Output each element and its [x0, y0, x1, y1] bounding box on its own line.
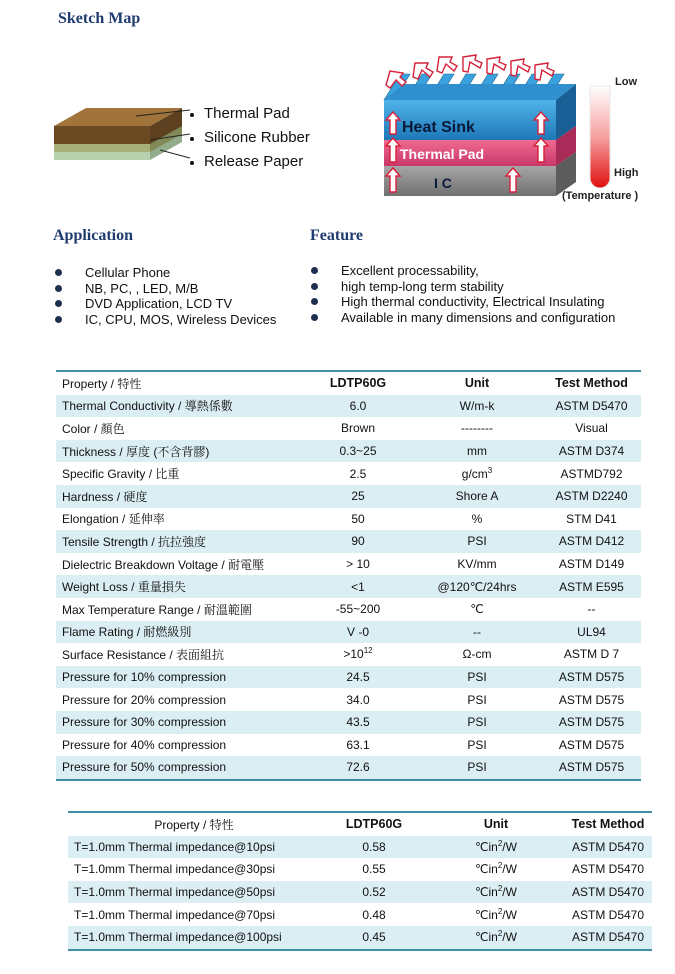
unit-cell-text: ℃in [475, 839, 498, 854]
test-method-cell-text: ASTM D575 [558, 737, 625, 752]
property-cell [56, 621, 304, 644]
unit-cell-text: PSI [467, 760, 487, 775]
value-cell [320, 836, 428, 859]
value-cell-text: 50 [351, 511, 365, 526]
property-cell [56, 395, 304, 418]
test-method-cell-text: ASTM D2240 [555, 489, 628, 504]
layer-label-release-paper: Release Paper [190, 150, 310, 174]
table-row [56, 711, 641, 734]
table-row [68, 903, 652, 926]
unit-cell [412, 621, 542, 644]
value-cell [320, 926, 428, 950]
property-cell-text: Pressure for 20% compression [62, 692, 227, 707]
unit-cell-text: ℃in [475, 885, 498, 900]
table-row [56, 643, 641, 666]
property-cell-text: Tensile Strength / 抗拉強度 [62, 534, 207, 549]
property-cell [56, 530, 304, 553]
property-cell [56, 485, 304, 508]
table-row [56, 621, 641, 644]
property-cell [56, 417, 304, 440]
unit-cell [412, 688, 542, 711]
test-method-cell [542, 711, 641, 734]
test-method-cell-text: ASTM D5470 [571, 862, 645, 877]
test-method-cell [542, 621, 641, 644]
table-row [56, 575, 641, 598]
value-cell [304, 734, 412, 757]
unit-cell-suffix: /W [502, 907, 517, 922]
property-cell-text: Specific Gravity / 比重 [62, 467, 180, 482]
application-list [53, 265, 276, 327]
test-method-cell-text: ASTM D575 [558, 760, 625, 775]
table-row [56, 688, 641, 711]
value-cell-text: 0.58 [362, 839, 386, 854]
property-cell-text: Flame Rating / 耐燃級別 [62, 625, 192, 640]
property-cell-text: Color / 顏色 [62, 421, 125, 436]
feature-item: Available in many dimensions and configuration [309, 310, 615, 326]
value-cell-text: Brown [340, 421, 375, 436]
table-row [56, 508, 641, 531]
property-cell [68, 858, 320, 881]
test-method-cell [564, 881, 652, 904]
test-method-cell-text: UL94 [577, 624, 606, 639]
property-cell [56, 575, 304, 598]
temperature-high-label: High [614, 167, 639, 179]
property-cell-text: Hardness / 硬度 [62, 489, 148, 504]
value-cell [304, 508, 412, 531]
impedance-table-header [68, 812, 652, 836]
value-cell-text: 90 [351, 534, 365, 549]
unit-cell-text: @120℃/24hrs [437, 579, 517, 594]
table-row [68, 926, 652, 950]
unit-cell [412, 711, 542, 734]
unit-cell-text: mm [467, 444, 487, 459]
value-cell [304, 688, 412, 711]
property-cell-text: Thermal Conductivity / 導熱係數 [62, 399, 233, 414]
property-cell [56, 711, 304, 734]
unit-cell [428, 881, 564, 904]
feature-item: high temp-long term stability [309, 279, 615, 295]
property-cell [56, 666, 304, 689]
table-row [68, 858, 652, 881]
unit-cell-text: W/m-k [459, 398, 495, 413]
header-product: LDTP60G [304, 371, 412, 395]
temperature-scale-label: (Temperature ) [562, 190, 639, 202]
spec-table-header [56, 371, 641, 395]
header-unit: Unit [412, 371, 542, 395]
value-cell-text: 0.45 [362, 930, 386, 945]
temperature-scale-icon [588, 84, 614, 194]
test-method-cell-text: -- [587, 602, 596, 617]
unit-cell-suffix: /W [502, 862, 517, 877]
test-method-cell [542, 530, 641, 553]
value-cell-text: V -0 [346, 624, 369, 639]
value-cell-text: > 10 [346, 557, 370, 572]
property-cell-text: Dielectric Breakdown Voltage / 耐電壓 [62, 557, 265, 572]
test-method-cell-text: ASTM D5470 [571, 839, 645, 854]
test-method-cell [564, 858, 652, 881]
unit-cell [428, 926, 564, 950]
property-cell-text: T=1.0mm Thermal impedance@100psi [74, 930, 282, 945]
unit-cell-suffix: /W [502, 885, 517, 900]
unit-cell-text: PSI [467, 534, 487, 549]
unit-cell [412, 598, 542, 621]
test-method-cell [564, 836, 652, 859]
test-method-cell [542, 462, 641, 485]
unit-cell [428, 903, 564, 926]
value-cell-text: 63.1 [346, 737, 370, 752]
value-cell [304, 530, 412, 553]
unit-cell-text: ℃in [475, 862, 498, 877]
value-cell [304, 575, 412, 598]
test-method-cell [542, 395, 641, 418]
table-row [56, 462, 641, 485]
property-cell-text: Pressure for 30% compression [62, 715, 227, 730]
unit-cell-superscript: 2 [497, 838, 503, 848]
unit-cell-text: % [471, 511, 483, 526]
unit-cell-superscript: 2 [497, 884, 503, 894]
property-cell [68, 881, 320, 904]
feature-item: High thermal conductivity, Electrical Insulating [309, 294, 615, 310]
value-cell [320, 903, 428, 926]
table-row [56, 734, 641, 757]
test-method-cell-text: ASTM D412 [558, 534, 625, 549]
feature-item: Excellent processability, [309, 263, 615, 279]
value-cell-text: 0.55 [362, 862, 386, 877]
feature-title: Feature [310, 227, 364, 244]
table-row [68, 881, 652, 904]
unit-cell-text: ℃ [470, 602, 484, 617]
value-cell [304, 711, 412, 734]
unit-cell-superscript: 3 [487, 465, 493, 475]
header-unit: Unit [428, 812, 564, 836]
table-row [56, 756, 641, 780]
value-cell [304, 462, 412, 485]
test-method-cell-text: ASTMD792 [560, 466, 623, 481]
unit-cell [412, 643, 542, 666]
value-cell [320, 858, 428, 881]
value-cell [304, 553, 412, 576]
value-cell-text: 0.3~25 [339, 444, 377, 459]
header-product: LDTP60G [320, 812, 428, 836]
unit-cell-suffix: /W [502, 930, 517, 945]
spec-table [56, 370, 641, 781]
unit-cell-text: PSI [467, 692, 487, 707]
value-cell [304, 643, 412, 666]
value-cell [320, 881, 428, 904]
value-cell-text: 24.5 [346, 670, 370, 685]
unit-cell [412, 553, 542, 576]
unit-cell [412, 417, 542, 440]
heat-sink-diagram [376, 40, 581, 202]
property-cell [68, 836, 320, 859]
test-method-cell-text: ASTM E595 [559, 579, 624, 594]
application-item: Cellular Phone [53, 265, 276, 281]
impedance-table [68, 811, 652, 951]
test-method-cell [542, 598, 641, 621]
unit-cell-text: g/cm [461, 466, 488, 481]
property-cell-text: Elongation / 延伸率 [62, 512, 165, 527]
layer-label-thermal-pad: Thermal Pad [190, 102, 310, 126]
test-method-cell-text: ASTM D575 [558, 670, 625, 685]
unit-cell-text: ℃in [475, 907, 498, 922]
unit-cell-text: KV/mm [457, 557, 497, 572]
property-cell-text: T=1.0mm Thermal impedance@30psi [74, 862, 276, 877]
value-cell-text: <1 [351, 579, 365, 594]
unit-cell-text: PSI [467, 715, 487, 730]
value-cell-text: 2.5 [349, 466, 367, 481]
unit-cell [412, 485, 542, 508]
header-property: Property / 特性 [68, 812, 320, 836]
feature-list [309, 263, 615, 325]
property-cell [56, 734, 304, 757]
unit-cell-text: PSI [467, 670, 487, 685]
property-cell [56, 553, 304, 576]
property-cell [56, 462, 304, 485]
value-cell-superscript: 12 [363, 646, 373, 656]
test-method-cell-text: ASTM D5470 [571, 885, 645, 900]
test-method-cell [542, 734, 641, 757]
table-row [68, 836, 652, 859]
table-row [56, 395, 641, 418]
unit-cell [412, 395, 542, 418]
application-item: DVD Application, LCD TV [53, 296, 276, 312]
unit-cell-text: ℃in [475, 930, 498, 945]
test-method-cell-text: ASTM D575 [558, 715, 625, 730]
value-cell-text: 6.0 [349, 398, 367, 413]
property-cell-text: Max Temperature Range / 耐溫範圍 [62, 602, 252, 617]
property-cell-text: T=1.0mm Thermal impedance@10psi [74, 839, 276, 854]
test-method-cell-text: ASTM D575 [558, 692, 625, 707]
test-method-cell [542, 440, 641, 463]
property-cell-text: T=1.0mm Thermal impedance@70psi [74, 907, 276, 922]
layer-label-silicone-rubber: Silicone Rubber [190, 126, 310, 150]
property-cell-text: Surface Resistance / 表面組抗 [62, 647, 225, 662]
header-test-method: Test Method [564, 812, 652, 836]
test-method-cell-text: ASTM D 7 [563, 647, 620, 662]
unit-cell-text: Shore A [455, 489, 499, 504]
table-row [56, 666, 641, 689]
property-cell-text: Pressure for 50% compression [62, 760, 227, 775]
unit-cell [412, 756, 542, 780]
table-row [56, 553, 641, 576]
value-cell [304, 417, 412, 440]
sketch-map-title: Sketch Map [58, 10, 141, 27]
value-cell-text: 72.6 [346, 760, 370, 775]
test-method-cell [542, 485, 641, 508]
unit-cell [412, 530, 542, 553]
test-method-cell [542, 688, 641, 711]
value-cell-text: -55~200 [335, 602, 381, 617]
temperature-low-label: Low [615, 76, 637, 88]
property-cell [56, 598, 304, 621]
test-method-cell-text: Visual [575, 421, 608, 436]
test-method-cell-text: ASTM D149 [558, 557, 625, 572]
property-cell [56, 643, 304, 666]
application-item: NB, PC, , LED, M/B [53, 281, 276, 297]
application-item: IC, CPU, MOS, Wireless Devices [53, 312, 276, 328]
property-cell [68, 903, 320, 926]
unit-cell [412, 440, 542, 463]
layer-labels [190, 102, 310, 174]
test-method-cell [542, 508, 641, 531]
layer-stack-illustration [50, 104, 190, 166]
value-cell-text: 43.5 [346, 715, 370, 730]
value-cell-text: 34.0 [346, 692, 370, 707]
value-cell [304, 666, 412, 689]
value-cell [304, 598, 412, 621]
test-method-cell [542, 575, 641, 598]
unit-cell [428, 858, 564, 881]
unit-cell-suffix: /W [502, 839, 517, 854]
application-title: Application [53, 227, 134, 244]
test-method-cell [564, 903, 652, 926]
unit-cell [412, 734, 542, 757]
property-cell-text: Weight Loss / 重量損失 [62, 580, 186, 595]
value-cell-text: 0.52 [362, 885, 386, 900]
property-cell-text: Pressure for 40% compression [62, 737, 227, 752]
property-cell [56, 756, 304, 780]
unit-cell-superscript: 2 [497, 906, 503, 916]
value-cell-text: 0.48 [362, 907, 386, 922]
property-cell [68, 926, 320, 950]
property-cell [56, 508, 304, 531]
test-method-cell [564, 926, 652, 950]
unit-cell-text: PSI [467, 737, 487, 752]
diagram-label-heat-sink: Heat Sink [402, 119, 475, 136]
test-method-cell-text: ASTM D5470 [555, 398, 628, 413]
unit-cell-superscript: 2 [497, 929, 503, 939]
test-method-cell-text: ASTM D374 [558, 444, 625, 459]
test-method-cell [542, 666, 641, 689]
header-test-method: Test Method [542, 371, 641, 395]
property-cell-text: Pressure for 10% compression [62, 670, 227, 685]
test-method-cell-text: ASTM D5470 [571, 930, 645, 945]
value-cell-text: 25 [351, 489, 365, 504]
test-method-cell [542, 417, 641, 440]
property-cell [56, 688, 304, 711]
test-method-cell [542, 643, 641, 666]
value-cell [304, 621, 412, 644]
test-method-cell [542, 756, 641, 780]
unit-cell [412, 508, 542, 531]
unit-cell-text: Ω-cm [462, 647, 492, 662]
value-cell [304, 395, 412, 418]
test-method-cell-text: STM D41 [566, 511, 617, 526]
diagram-label-thermal-pad: Thermal Pad [400, 146, 485, 162]
unit-cell [412, 666, 542, 689]
value-cell [304, 440, 412, 463]
diagram-label-ic: I C [434, 175, 452, 191]
unit-cell-superscript: 2 [497, 861, 503, 871]
unit-cell-text: -------- [461, 421, 493, 436]
table-row [56, 440, 641, 463]
unit-cell-text: -- [473, 624, 481, 639]
table-row [56, 598, 641, 621]
unit-cell [412, 462, 542, 485]
header-property: Property / 特性 [56, 371, 304, 395]
table-row [56, 485, 641, 508]
test-method-cell [542, 553, 641, 576]
property-cell-text: T=1.0mm Thermal impedance@50psi [74, 885, 276, 900]
unit-cell [412, 575, 542, 598]
value-cell-text: >10 [343, 647, 364, 662]
value-cell [304, 485, 412, 508]
value-cell [304, 756, 412, 780]
table-row [56, 530, 641, 553]
unit-cell [428, 836, 564, 859]
property-cell [56, 440, 304, 463]
property-cell-text: Thickness / 厚度 (不含背膠) [62, 444, 210, 459]
test-method-cell-text: ASTM D5470 [571, 907, 645, 922]
table-row [56, 417, 641, 440]
